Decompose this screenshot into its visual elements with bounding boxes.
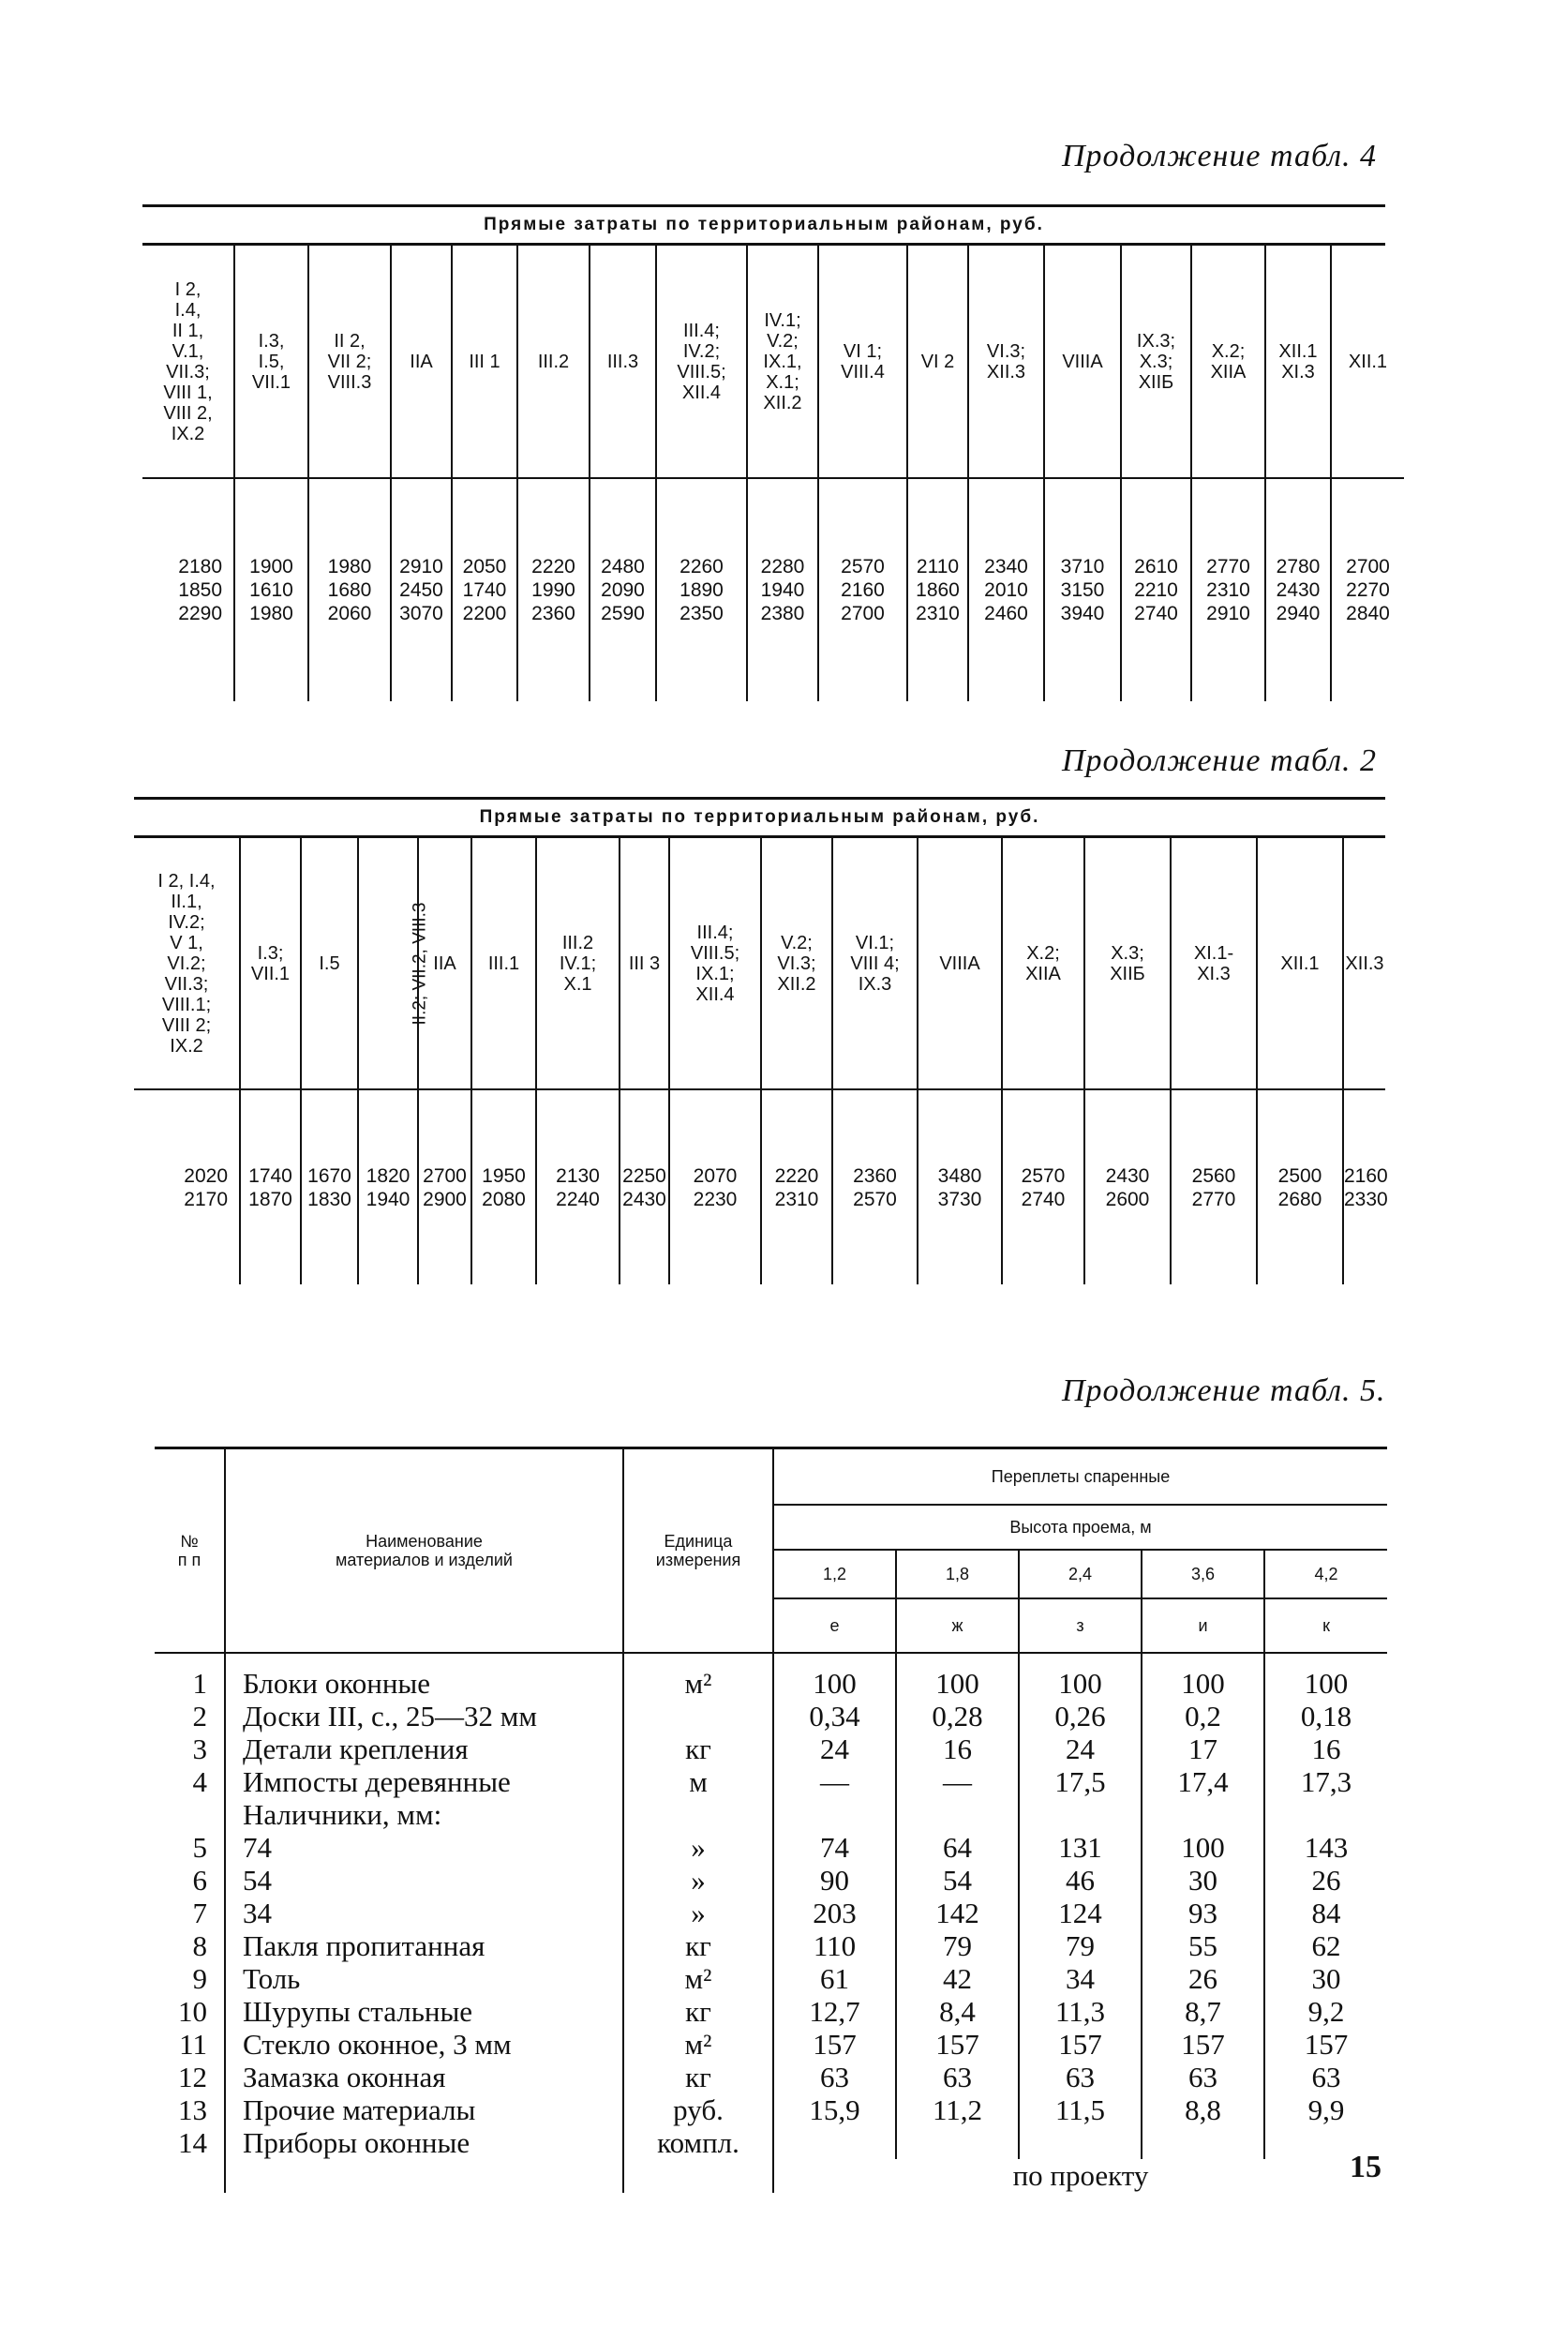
t4-value: 2220 1990 2360 xyxy=(517,478,590,701)
t2-header: XII.3 xyxy=(1343,838,1385,1089)
t4-header: VI.3; XII.3 xyxy=(968,246,1044,478)
t5-height: 4,2 xyxy=(1264,1550,1387,1598)
t5-letter: к xyxy=(1264,1598,1387,1653)
t2-value: 2430 2600 xyxy=(1084,1089,1171,1284)
t5-letter: е xyxy=(773,1598,896,1653)
t2-value: 2070 2230 xyxy=(669,1089,761,1284)
table-2-header-row xyxy=(134,838,1385,1089)
t5-height: 2,4 xyxy=(1019,1550,1142,1598)
t5-subgroup-header: Высота проема, м xyxy=(773,1505,1387,1550)
t5-values-z: 100 0,26 24 17,5 131 46 124 79 34 11,3 157 63 11,5 xyxy=(1019,1653,1142,2159)
t2-value: 1820 1940 xyxy=(358,1089,418,1284)
t4-header: III.4; IV.2; VIII.5; XII.4 xyxy=(656,246,747,478)
t4-value: 3710 3150 3940 xyxy=(1044,478,1121,701)
t5-height: 1,2 xyxy=(773,1550,896,1598)
t4-value: 2910 2450 3070 xyxy=(391,478,452,701)
t4-value: 2610 2210 2740 xyxy=(1121,478,1191,701)
t4-header: VI 2 xyxy=(907,246,968,478)
t2-value: 1740 1870 xyxy=(240,1089,301,1284)
table-2-grid xyxy=(134,838,1388,1284)
t2-rotated-label: II.2; VII.2, VIII.3 xyxy=(410,902,430,1026)
t5-units: м² кг м » » » кг м² кг м² кг руб. компл. xyxy=(623,1653,773,2159)
t4-value: 2700 2270 2840 xyxy=(1331,478,1404,701)
t4-header: X.2; XIIА xyxy=(1191,246,1265,478)
caption-table-4: Продолжение табл. 4 xyxy=(1062,139,1378,173)
table-4 xyxy=(142,204,1390,701)
table-4-banner: Прямые затраты по территориальным районам, руб. xyxy=(142,204,1385,246)
t4-header: I.3, I.5, VII.1 xyxy=(234,246,308,478)
t2-value: 2570 2740 xyxy=(1002,1089,1084,1284)
t5-values-e: 100 0,34 24 — 74 90 203 110 61 12,7 157 63 15,9 xyxy=(773,1653,896,2159)
t2-header: V.2; VI.3; XII.2 xyxy=(761,838,832,1089)
t2-header: I.5 xyxy=(301,838,358,1089)
table-2-values-row xyxy=(134,1089,1385,1284)
t2-header: III.2 IV.1; X.1 xyxy=(536,838,620,1089)
t4-value: 2780 2430 2940 xyxy=(1265,478,1331,701)
t2-value: 2700 2900 xyxy=(418,1089,471,1284)
t5-group-header: Переплеты спаренные xyxy=(773,1448,1387,1505)
t4-header: IIА xyxy=(391,246,452,478)
t5-letter: и xyxy=(1142,1598,1264,1653)
table-4-header-row xyxy=(142,246,1404,478)
t4-header: XII.1 xyxy=(1331,246,1404,478)
t2-value: 2500 2680 xyxy=(1257,1089,1343,1284)
t2-value: 3480 3730 xyxy=(918,1089,1002,1284)
t4-header: I 2, I.4, II 1, V.1, VII.3; VIII 1, VIII 2, IX.2 xyxy=(163,278,213,444)
caption-table-2: Продолжение табл. 2 xyxy=(1062,743,1378,778)
t4-value: 2110 1860 2310 xyxy=(907,478,968,701)
t4-header: III 1 xyxy=(452,246,517,478)
t5-values-zh: 100 0,28 16 — 64 54 142 79 42 8,4 157 63 11,2 xyxy=(896,1653,1019,2159)
t2-header: VIIIА xyxy=(918,838,1002,1089)
t4-value: 2770 2310 2910 xyxy=(1191,478,1265,701)
t2-header: XI.1- XI.3 xyxy=(1171,838,1257,1089)
t4-value: 2480 2090 2590 xyxy=(590,478,656,701)
t4-value: 1900 1610 1980 xyxy=(234,478,308,701)
table-5 xyxy=(155,1447,1387,2193)
t4-header: IX.3; X.3; XIIБ xyxy=(1121,246,1191,478)
t2-value: 2360 2570 xyxy=(832,1089,918,1284)
t5-row-numbers: 1 2 3 4 5 6 7 8 9 10 11 12 13 14 xyxy=(178,1666,207,2159)
t5-col-name: Наименование материалов и изделий xyxy=(225,1448,623,1653)
t2-value: 2250 2430 xyxy=(620,1089,669,1284)
t2-header: III 3 xyxy=(620,838,669,1089)
t2-header: III.4; VIII.5; IX.1; XII.4 xyxy=(669,838,761,1089)
t2-value: 2560 2770 xyxy=(1171,1089,1257,1284)
t5-values-k: 100 0,18 16 17,3 143 26 84 62 30 9,2 157 63 9,9 xyxy=(1264,1653,1387,2159)
table-2-banner: Прямые затраты по территориальным районам, руб. xyxy=(134,797,1385,838)
t2-value: 2130 2240 xyxy=(536,1089,620,1284)
t4-value: 2180 1850 2290 xyxy=(142,478,234,701)
t5-height: 3,6 xyxy=(1142,1550,1264,1598)
t5-footer-row xyxy=(155,2159,1387,2193)
t5-height: 1,8 xyxy=(896,1550,1019,1598)
t2-header: I.3; VII.1 xyxy=(240,838,301,1089)
t5-header-row-1 xyxy=(155,1448,1387,1505)
t5-letter: ж xyxy=(896,1598,1019,1653)
t2-header: X.2; XIIА xyxy=(1002,838,1084,1089)
t4-value: 2050 1740 2200 xyxy=(452,478,517,701)
table-2 xyxy=(134,797,1388,1284)
t2-value: 2160 2330 xyxy=(1343,1089,1385,1284)
t2-header: VI.1; VIII 4; IX.3 xyxy=(832,838,918,1089)
t2-value: 1950 2080 xyxy=(471,1089,536,1284)
t5-material-names: Блоки оконные Доски III, с., 25—32 мм Детали крепления Импосты деревянные Наличники, мм: 74 54 34 Пакля пропитанная Толь Шурупы стальные Стекло оконное, 3 мм Замазка оконная Прочие материалы Приборы оконные xyxy=(225,1653,623,2159)
t4-value: 2570 2160 2700 xyxy=(818,478,907,701)
table-4-grid xyxy=(142,246,1404,701)
t4-value: 2340 2010 2460 xyxy=(968,478,1044,701)
t5-col-unit: Единица измерения xyxy=(623,1448,773,1653)
t4-value: 2280 1940 2380 xyxy=(747,478,818,701)
t4-header: III.2 xyxy=(517,246,590,478)
t4-value: 1980 1680 2060 xyxy=(308,478,391,701)
table-5-grid xyxy=(155,1447,1387,2193)
t4-header: XII.1 XI.3 xyxy=(1265,246,1331,478)
t4-value: 2260 1890 2350 xyxy=(656,478,747,701)
t5-body xyxy=(155,1653,1387,2159)
t5-footnote: по проекту xyxy=(773,2159,1387,2193)
caption-table-5: Продолжение табл. 5. xyxy=(1062,1373,1386,1408)
t2-value: 2020 2170 xyxy=(134,1089,240,1284)
t4-header: VI 1; VIII.4 xyxy=(818,246,907,478)
t2-header: IIА xyxy=(418,838,471,1089)
table-4-values-row xyxy=(142,478,1404,701)
t2-value: 1670 1830 xyxy=(301,1089,358,1284)
t4-header: III.3 xyxy=(590,246,656,478)
t4-header: VIIIА xyxy=(1044,246,1121,478)
t2-value: 2220 2310 xyxy=(761,1089,832,1284)
t5-letter: з xyxy=(1019,1598,1142,1653)
t4-header: II 2, VII 2; VIII.3 xyxy=(308,246,391,478)
t5-values-i: 100 0,2 17 17,4 100 30 93 55 26 8,7 157 63 8,8 xyxy=(1142,1653,1264,2159)
t5-col-number: № п п xyxy=(155,1448,225,1653)
t2-header: X.3; XIIБ xyxy=(1084,838,1171,1089)
t2-header: III.1 xyxy=(471,838,536,1089)
t2-header: XII.1 xyxy=(1257,838,1343,1089)
t4-header: IV.1; V.2; IX.1, X.1; XII.2 xyxy=(747,246,818,478)
page-number: 15 xyxy=(1350,2150,1381,2184)
t2-header: I 2, I.4, II.1, IV.2; V 1, VI.2; VII.3; VIII.1; VIII 2; IX.2 xyxy=(157,870,216,1057)
t2-header-rotated xyxy=(358,838,430,1089)
